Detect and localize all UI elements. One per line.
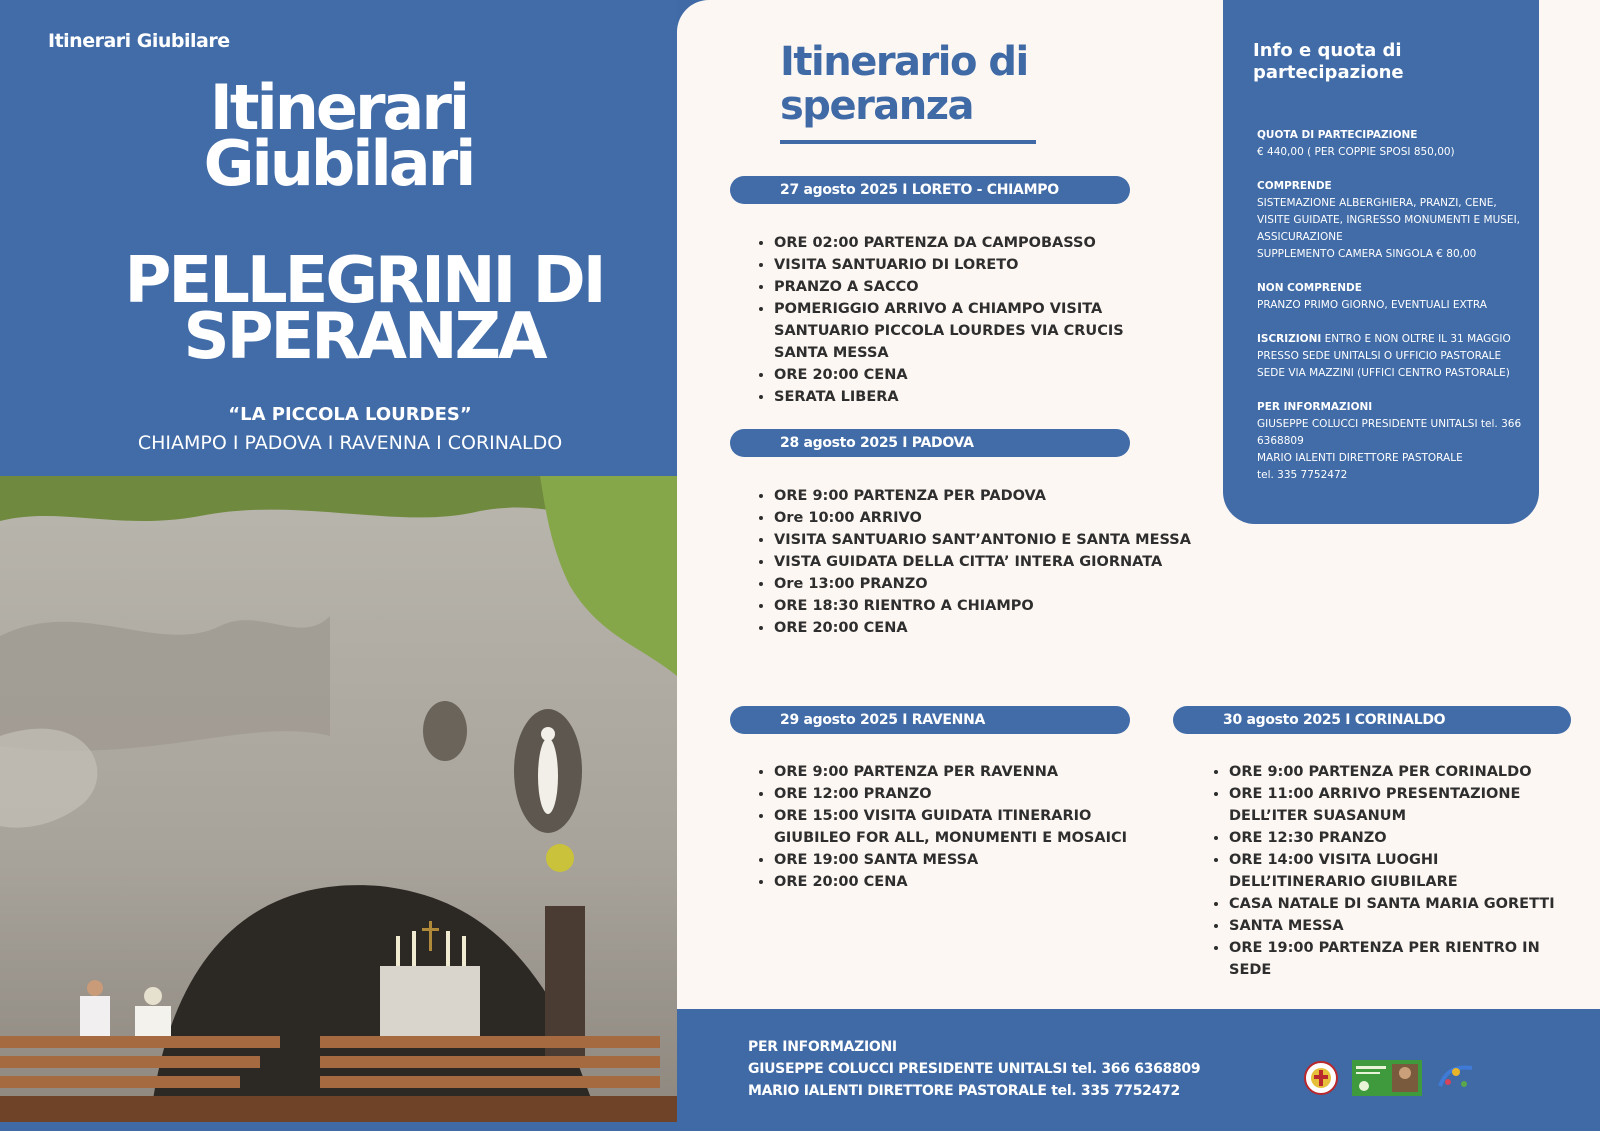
list-item: • SANTA MESSA	[1229, 915, 1579, 937]
day-4-list	[1209, 761, 1579, 981]
title-underline	[780, 140, 1036, 144]
list-item: • SERATA LIBERA	[774, 386, 1124, 408]
list-item: • PRANZO A SACCO	[774, 276, 1124, 298]
list-item: • ORE 19:00 SANTA MESSA	[774, 849, 1134, 871]
unitalsi-logo-icon	[1304, 1061, 1338, 1095]
comprende-block: COMPRENDE SISTEMAZIONE ALBERGHIERA, PRANZI, CENE, VISITE GUIDATE, INGRESSO MONUMENTI E MUSEI, ASSICURAZIONE SUPPLEMENTO CAMERA SINGOLA € 80,00	[1257, 180, 1520, 260]
list-item: • VISITA SANTUARIO SANT’ANTONIO E SANTA MESSA	[774, 529, 1194, 551]
list-item: • Ore 13:00 PRANZO	[774, 573, 1194, 595]
day-2-list	[754, 485, 1194, 639]
day-3-header: 29 agosto 2025 I RAVENNA	[730, 706, 1130, 734]
list-item: • ORE 14:00 VISITA LUOGHI DELL’ITINERARIO GIUBILARE	[1229, 849, 1579, 893]
list-item: • CASA NATALE DI SANTA MARIA GORETTI	[1229, 893, 1579, 915]
contact-block: PER INFORMAZIONI GIUSEPPE COLUCCI PRESIDENTE UNITALSI tel. 366 6368809 MARIO IALENTI DIRETTORE PASTORALE tel. 335 7752472	[1257, 401, 1522, 481]
itinerary-title: Itinerario di speranza	[780, 39, 1028, 129]
iscrizioni-block: ISCRIZIONI ENTRO E NON OLTRE IL 31 MAGGIO PRESSO SEDE UNITALSI O UFFICIO PASTORALE SEDE VIA MAZZINI (UFFICI CENTRO PASTORALE)	[1257, 333, 1511, 379]
list-item: • ORE 15:00 VISITA GUIDATA ITINERARIO GIUBILEO FOR ALL, MONUMENTI E MOSAICI	[774, 805, 1134, 849]
list-item: • ORE 9:00 PARTENZA PER CORINALDO	[1229, 761, 1579, 783]
day-3-list	[754, 761, 1134, 893]
list-item: • ORE 9:00 PARTENZA PER PADOVA	[774, 485, 1194, 507]
list-item: • ORE 12:30 PRANZO	[1229, 827, 1579, 849]
list-item: • Ore 10:00 ARRIVO	[774, 507, 1194, 529]
list-item: • ORE 02:00 PARTENZA DA CAMPOBASSO	[774, 232, 1124, 254]
cities-line: CHIAMPO I PADOVA I RAVENNA I CORINALDO	[137, 432, 563, 454]
tagline: “LA PICCOLA LOURDES”	[228, 404, 472, 425]
list-item: • ORE 12:00 PRANZO	[774, 783, 1134, 805]
diocese-logo-icon	[1436, 1060, 1476, 1096]
info-box	[1223, 0, 1539, 524]
list-item: • ORE 20:00 CENA	[774, 871, 1134, 893]
day-1-header: 27 agosto 2025 I LORETO - CHIAMPO	[730, 176, 1130, 204]
main-title: Itinerari Giubilari	[203, 71, 474, 200]
list-item: • ORE 9:00 PARTENZA PER RAVENNA	[774, 761, 1134, 783]
grotto-photo	[0, 476, 677, 1122]
list-item: • VISITA SANTUARIO DI LORETO	[774, 254, 1124, 276]
subtitle: PELLEGRINI DI SPERANZA	[124, 244, 604, 374]
list-item: • ORE 19:00 PARTENZA PER RIENTRO IN SEDE	[1229, 937, 1579, 981]
quota-block: QUOTA DI PARTECIPAZIONE € 440,00 ( PER COPPIE SPOSI 850,00)	[1257, 129, 1455, 158]
list-item: • ORE 11:00 ARRIVO PRESENTAZIONE DELL’ITER SUASANUM	[1229, 783, 1579, 827]
footer-contact: PER INFORMAZIONI GIUSEPPE COLUCCI PRESIDENTE UNITALSI tel. 366 6368809 MARIO IALENTI DIRETTORE PASTORALE tel. 335 7752472	[748, 1039, 1201, 1099]
list-item: • VISTA GUIDATA DELLA CITTA’ INTERA GIORNATA	[774, 551, 1194, 573]
list-item: • POMERIGGIO ARRIVO A CHIAMPO VISITA SANTUARIO PICCOLA LOURDES VIA CRUCIS SANTA MESSA	[774, 298, 1124, 364]
non-comprende-block: NON COMPRENDE PRANZO PRIMO GIORNO, EVENTUALI EXTRA	[1257, 282, 1487, 311]
list-item: • ORE 20:00 CENA	[774, 364, 1124, 386]
day-2-header: 28 agosto 2025 I PADOVA	[730, 429, 1130, 457]
cover-panel	[0, 0, 677, 476]
day-1-list	[754, 232, 1124, 408]
brand-label: Itinerari Giubilare	[48, 30, 230, 52]
list-item: • ORE 20:00 CENA	[774, 617, 1194, 639]
info-title: Info e quota di partecipazione	[1253, 40, 1404, 83]
giubileo-for-all-logo-icon	[1352, 1060, 1422, 1096]
info-body	[1257, 127, 1527, 501]
sponsor-logos	[1304, 1060, 1476, 1096]
day-4-header: 30 agosto 2025 I CORINALDO	[1173, 706, 1571, 734]
list-item: • ORE 18:30 RIENTRO A CHIAMPO	[774, 595, 1194, 617]
